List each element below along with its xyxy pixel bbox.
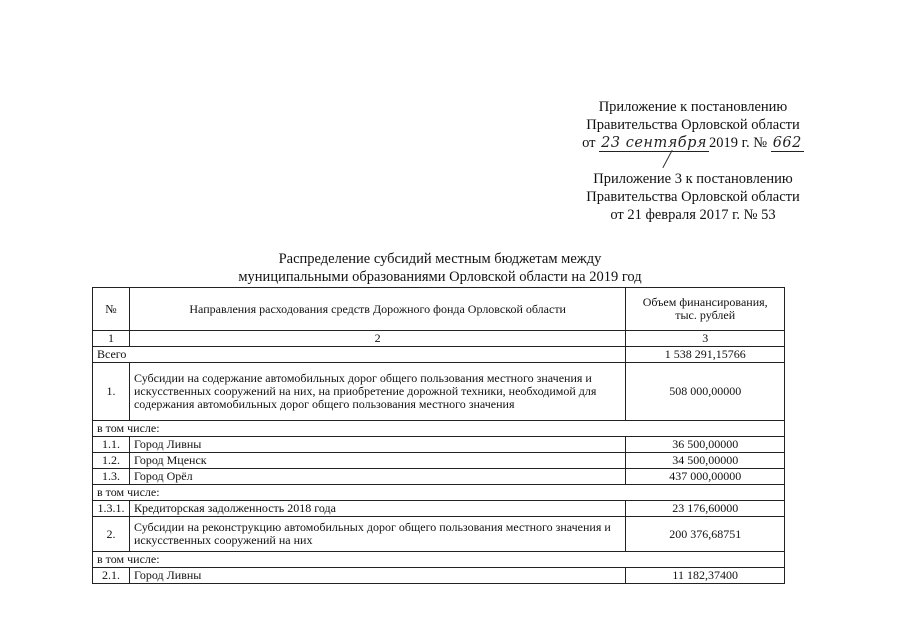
- row-value: 437 000,00000: [626, 469, 785, 485]
- appendix-3-line-3: от 21 февраля 2017 г. № 53: [610, 207, 776, 223]
- header-number: №: [93, 288, 130, 331]
- year-and-number-label: 2019 г. №: [709, 135, 768, 151]
- row-number: 2.: [93, 517, 130, 552]
- row-name: Город Ливны: [129, 568, 625, 584]
- header-volume-line-1: Объем финансирования,: [642, 295, 768, 309]
- table-row: [93, 469, 785, 485]
- handwritten-stroke: [662, 150, 672, 168]
- table-row: [93, 437, 785, 453]
- title-line-2: муниципальными образованиями Орловской области на 2019 год: [238, 269, 642, 285]
- row-value: 36 500,00000: [626, 437, 785, 453]
- table-row: [93, 517, 785, 552]
- row-number: 2.1.: [93, 568, 130, 584]
- total-label: Всего: [93, 347, 626, 363]
- header-volume-line-2: тыс. рублей: [675, 308, 736, 322]
- appendix-3-line-1: Приложение 3 к постановлению: [593, 171, 793, 187]
- total-row: [93, 347, 785, 363]
- row-value: 200 376,68751: [626, 517, 785, 552]
- row-number: 1.2.: [93, 453, 130, 469]
- row-name: Город Орёл: [129, 469, 625, 485]
- row-number: 1.: [93, 363, 130, 421]
- handwritten-date: 23 сентября: [601, 135, 708, 151]
- row-name: Город Мценск: [129, 453, 625, 469]
- appendix-reference-original: [548, 170, 838, 224]
- title-line-1: Распределение субсидий местным бюджетам между: [278, 251, 602, 267]
- column-index-1: 1: [93, 331, 130, 347]
- row-number: 1.1.: [93, 437, 130, 453]
- including-label: в том числе:: [93, 552, 785, 568]
- table-row: [93, 568, 785, 584]
- handwritten-number: 662: [772, 135, 802, 151]
- appendix-3-line-2: Правительства Орловской области: [586, 189, 800, 205]
- row-name: Субсидии на содержание автомобильных дорог общего пользования местного значения и искусственных сооружений на них, на приобретение дорожной техники, необходимой для содержания автомобильных дорог общего пользования местного значения: [129, 363, 625, 421]
- date-prefix: от: [582, 135, 596, 151]
- subtotal-label-row: [93, 421, 785, 437]
- including-label: в том числе:: [93, 485, 785, 501]
- row-value: 508 000,00000: [626, 363, 785, 421]
- appendix-reference-current: [548, 98, 838, 152]
- header-direction: Направления расходования средств Дорожного фонда Орловской области: [129, 288, 625, 331]
- subtotal-label-row: [93, 552, 785, 568]
- appendix-1-line-1: Приложение к постановлению: [598, 99, 788, 115]
- table-header-row: [93, 288, 785, 331]
- table-row: [93, 453, 785, 469]
- column-index-2: 2: [129, 331, 625, 347]
- subtotal-label-row: [93, 485, 785, 501]
- row-number: 1.3.: [93, 469, 130, 485]
- including-label: в том числе:: [93, 421, 785, 437]
- table-row: [93, 363, 785, 421]
- document-title: [140, 250, 740, 286]
- total-value: 1 538 291,15766: [626, 347, 785, 363]
- appendix-1-line-3: [548, 134, 838, 152]
- column-index-3: 3: [626, 331, 785, 347]
- appendix-1-line-2: Правительства Орловской области: [586, 117, 800, 133]
- row-value: 34 500,00000: [626, 453, 785, 469]
- row-value: 23 176,60000: [626, 501, 785, 517]
- row-name: Город Ливны: [129, 437, 625, 453]
- column-index-row: [93, 331, 785, 347]
- row-name: Кредиторская задолженность 2018 года: [129, 501, 625, 517]
- table-row: [93, 501, 785, 517]
- header-volume: [626, 288, 785, 331]
- row-name: Субсидии на реконструкцию автомобильных дорог общего пользования местного значения и искусственных сооружений на них: [129, 517, 625, 552]
- row-value: 11 182,37400: [626, 568, 785, 584]
- subsidy-distribution-table: [92, 287, 785, 584]
- row-number: 1.3.1.: [93, 501, 130, 517]
